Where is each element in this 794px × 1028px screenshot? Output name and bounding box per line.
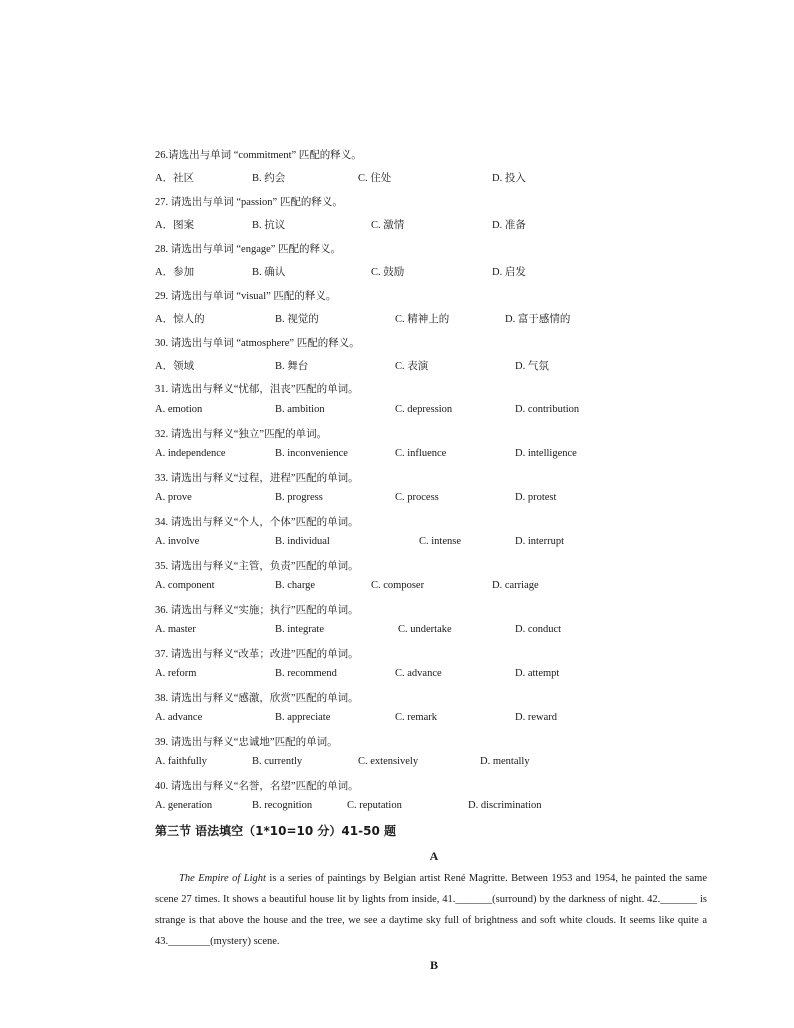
- question-34-option-a: A. involve: [155, 536, 200, 547]
- painting-title: The Empire of Light: [179, 873, 266, 884]
- question-36-option-b: B. integrate: [275, 624, 324, 635]
- part-b-heading: B: [429, 958, 438, 972]
- question-40-option-b: B. recognition: [252, 800, 313, 811]
- question-35-stem: 35. 请选出与释义“主管，负责”匹配的单词。: [155, 561, 359, 572]
- question-26-stem: 26.请选出与单词 “commitment” 匹配的释义。: [155, 150, 362, 161]
- question-32-stem: 32. 请选出与释义“独立”匹配的单词。: [155, 429, 328, 440]
- question-27-option-d: D. 准备: [492, 220, 526, 231]
- question-38-option-c: C. remark: [395, 712, 437, 723]
- question-39-option-d: D. mentally: [480, 756, 530, 767]
- question-34-stem: 34. 请选出与释义“个人，个体”匹配的单词。: [155, 517, 359, 528]
- question-33-stem: 33. 请选出与释义“过程，进程”匹配的单词。: [155, 473, 359, 484]
- question-33-option-d: D. protest: [515, 492, 557, 503]
- question-28-option-b: B. 确认: [252, 267, 286, 278]
- question-27-option-c: C. 激情: [371, 220, 405, 231]
- question-30-stem: 30. 请选出与单词 “atmosphere” 匹配的释义。: [155, 338, 360, 349]
- question-40-option-d: D. discrimination: [468, 800, 542, 811]
- question-37-option-b: B. recommend: [275, 668, 337, 679]
- question-28-option-a: A．参加: [155, 267, 195, 278]
- question-33-option-c: C. process: [395, 492, 439, 503]
- question-29-option-a: A．惊人的: [155, 314, 205, 325]
- question-30-option-d: D. 气氛: [515, 361, 549, 372]
- question-35-option-b: B. charge: [275, 580, 316, 591]
- part-a-heading: A: [429, 849, 439, 863]
- question-40-option-c: C. reputation: [347, 800, 402, 811]
- question-36-option-c: C. undertake: [398, 624, 452, 635]
- question-37-option-a: A. reform: [155, 668, 197, 679]
- question-31-option-d: D. contribution: [515, 404, 580, 415]
- question-32-option-a: A. independence: [155, 448, 226, 459]
- question-26-option-b: B. 约会: [252, 173, 286, 184]
- question-31-option-a: A. emotion: [155, 404, 203, 415]
- passage-body: is a series of paintings by Belgian artist René Magritte. Between 1953 and 1954, he painted the same scene 27 times. It shows a beautiful house lit by lights from inside, 41._______(surround) by the darkness of night. 42._______ is strange is that above the house and the tree, we see a daytime sky full of brightness and soft white clouds. It seems like quite a 43.________(mystery) scene.: [155, 873, 707, 947]
- question-32-option-b: B. inconvenience: [275, 448, 348, 459]
- question-32-option-d: D. intelligence: [515, 448, 577, 459]
- question-30-option-a: A．领域: [155, 361, 195, 372]
- question-39-option-c: C. extensively: [358, 756, 419, 767]
- question-36-stem: 36. 请选出与释义“实施；执行”匹配的单词。: [155, 605, 359, 616]
- question-26-option-a: A．社区: [155, 173, 195, 184]
- question-37-stem: 37. 请选出与释义“改革；改进”匹配的单词。: [155, 649, 359, 660]
- question-34-option-c: C. intense: [419, 536, 461, 547]
- question-37-option-c: C. advance: [395, 668, 442, 679]
- question-39-option-a: A. faithfully: [155, 756, 207, 767]
- question-29-option-c: C. 精神上的: [395, 314, 450, 325]
- question-40-option-a: A. generation: [155, 800, 213, 811]
- question-31-option-b: B. ambition: [275, 404, 325, 415]
- question-38-option-d: D. reward: [515, 712, 557, 723]
- question-35-option-d: D. carriage: [492, 580, 539, 591]
- question-38-stem: 38. 请选出与释义“感激，欣赏”匹配的单词。: [155, 693, 359, 704]
- question-40-stem: 40. 请选出与释义“名誉，名望”匹配的单词。: [155, 781, 359, 792]
- question-38-option-b: B. appreciate: [275, 712, 331, 723]
- question-34-option-d: D. interrupt: [515, 536, 564, 547]
- question-39-option-b: B. currently: [252, 756, 303, 767]
- question-29-option-d: D. 富于感情的: [505, 314, 571, 325]
- question-36-option-a: A. master: [155, 624, 196, 635]
- passage-a: [155, 868, 707, 952]
- section-title: 第三节 语法填空（1*10=10 分）41-50 题: [155, 824, 396, 838]
- question-32-option-c: C. influence: [395, 448, 447, 459]
- question-27-stem: 27. 请选出与单词 “passion” 匹配的释义。: [155, 197, 343, 208]
- question-30-option-b: B. 舞台: [275, 361, 309, 372]
- question-27-option-b: B. 抗议: [252, 220, 286, 231]
- question-31-option-c: C. depression: [395, 404, 453, 415]
- question-28-stem: 28. 请选出与单词 “engage” 匹配的释义。: [155, 244, 342, 255]
- question-35-option-c: C. composer: [371, 580, 425, 591]
- question-35-option-a: A. component: [155, 580, 215, 591]
- question-30-option-c: C. 表演: [395, 361, 429, 372]
- question-31-stem: 31. 请选出与释义“忧郁，沮丧”匹配的单词。: [155, 384, 359, 395]
- question-37-option-d: D. attempt: [515, 668, 560, 679]
- question-38-option-a: A. advance: [155, 712, 203, 723]
- question-39-stem: 39. 请选出与释义“忠诚地”匹配的单词。: [155, 737, 338, 748]
- question-33-option-b: B. progress: [275, 492, 323, 503]
- question-29-stem: 29. 请选出与单词 “visual” 匹配的释义。: [155, 291, 337, 302]
- question-34-option-b: B. individual: [275, 536, 330, 547]
- question-36-option-d: D. conduct: [515, 624, 562, 635]
- question-26-option-d: D. 投入: [492, 173, 526, 184]
- question-26-option-c: C. 住处: [358, 173, 392, 184]
- question-28-option-c: C. 鼓励: [371, 267, 405, 278]
- question-33-option-a: A. prove: [155, 492, 192, 503]
- question-29-option-b: B. 视觉的: [275, 314, 319, 325]
- question-27-option-a: A．图案: [155, 220, 195, 231]
- question-28-option-d: D. 启发: [492, 267, 526, 278]
